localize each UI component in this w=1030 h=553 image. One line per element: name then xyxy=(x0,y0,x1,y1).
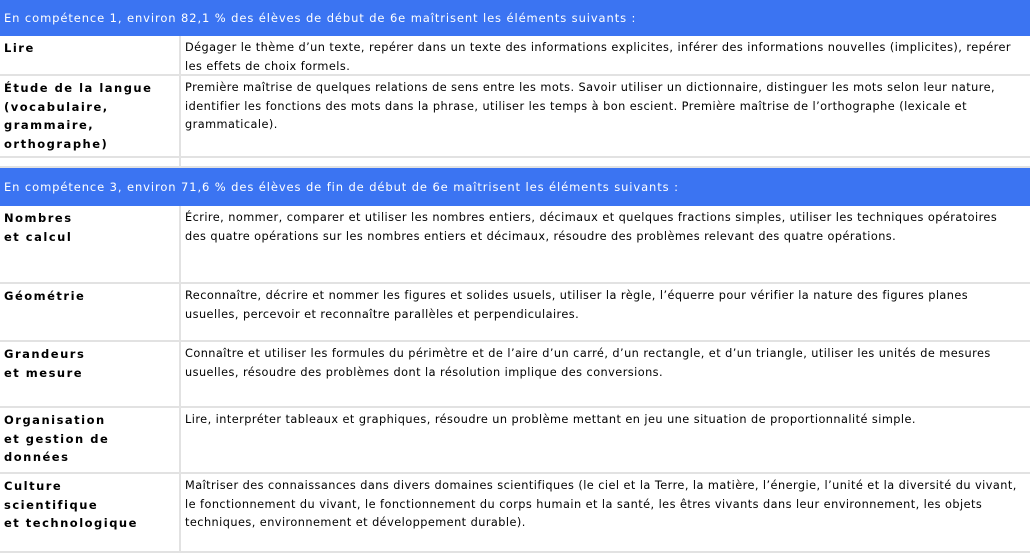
row-label: Géométrie xyxy=(4,289,86,303)
row-label-cell xyxy=(0,342,181,406)
row-label-cell xyxy=(0,36,181,74)
table-row xyxy=(0,474,1030,553)
row-label-cell xyxy=(0,408,181,472)
row-description-cell xyxy=(183,408,1030,472)
row-label: Nombres et calcul xyxy=(4,211,73,244)
row-description-cell xyxy=(183,206,1030,282)
row-label: Grandeurs et mesure xyxy=(4,347,86,380)
section-2-heading: En compétence 3, environ 71,6 % des élèves de fin de début de 6e maîtrisent les éléments suivants : xyxy=(4,180,679,194)
row-description-cell xyxy=(183,76,1030,156)
row-description-cell xyxy=(183,284,1030,340)
row-description-cell xyxy=(183,342,1030,406)
row-description-cell xyxy=(183,474,1030,551)
table-row xyxy=(0,284,1030,342)
row-label: Culture scientifique et technologique xyxy=(4,479,138,531)
table-row xyxy=(0,408,1030,474)
spacer-row xyxy=(0,158,1030,168)
table-row xyxy=(0,342,1030,408)
row-description: Dégager le thème d’un texte, repérer dans un texte des informations explicites, inférer des informations nouvelles (implicites), repérer les effets de choix formels. xyxy=(185,41,1011,73)
table-row xyxy=(0,206,1030,284)
row-label: Lire xyxy=(4,41,35,55)
section-2-header xyxy=(0,168,1030,206)
row-description: Maîtriser des connaissances dans divers domaines scientifiques (le ciel et la Terre, la matière, l’énergie, l’unité et la diversité du vivant, le fonctionnement du vivant, le fonctionnement du corps humain et la santé, les êtres vivants dans leur environnement, les objets techniques, environnement et développement durable). xyxy=(185,479,1017,530)
row-label-cell xyxy=(0,76,181,156)
section-1-heading: En compétence 1, environ 82,1 % des élèves de début de 6e maîtrisent les éléments suivants : xyxy=(4,11,637,25)
row-label-cell xyxy=(0,474,181,551)
spacer-cell xyxy=(0,158,181,166)
table-row xyxy=(0,76,1030,158)
row-description-cell xyxy=(183,36,1030,74)
row-description: Première maîtrise de quelques relations de sens entre les mots. Savoir utiliser un dictionnaire, distinguer les mots selon leur nature, identifier les fonctions des mots dans la phrase, utiliser les temps à bon escient. Première maîtrise de l’orthographe (lexicale et grammaticale). xyxy=(185,81,996,132)
section-1-header xyxy=(0,0,1030,36)
row-description: Lire, interpréter tableaux et graphiques, résoudre un problème mettant en jeu une situation de proportionnalité simple. xyxy=(185,413,916,426)
row-label: Étude de la langue (vocabulaire, grammaire, orthographe) xyxy=(4,81,153,152)
row-label: Organisation et gestion de données xyxy=(4,413,110,465)
row-label-cell xyxy=(0,206,181,282)
row-description: Reconnaître, décrire et nommer les figures et solides usuels, utiliser la règle, l’équerre pour vérifier la nature des figures planes usuelles, percevoir et reconnaître parallèles et perpendiculaires. xyxy=(185,289,969,321)
row-label-cell xyxy=(0,284,181,340)
table-row xyxy=(0,36,1030,76)
row-description: Connaître et utiliser les formules du périmètre et de l’aire d’un carré, d’un rectangle, et d’un triangle, utiliser les unités de mesures usuelles, résoudre des problèmes dont la résolution implique des conversions. xyxy=(185,347,991,379)
row-description: Écrire, nommer, comparer et utiliser les nombres entiers, décimaux et quelques fractions simples, utiliser les techniques opératoires des quatre opérations sur les nombres entiers et décimaux, résoudre des problèmes relevant des quatre opérations. xyxy=(185,211,998,243)
